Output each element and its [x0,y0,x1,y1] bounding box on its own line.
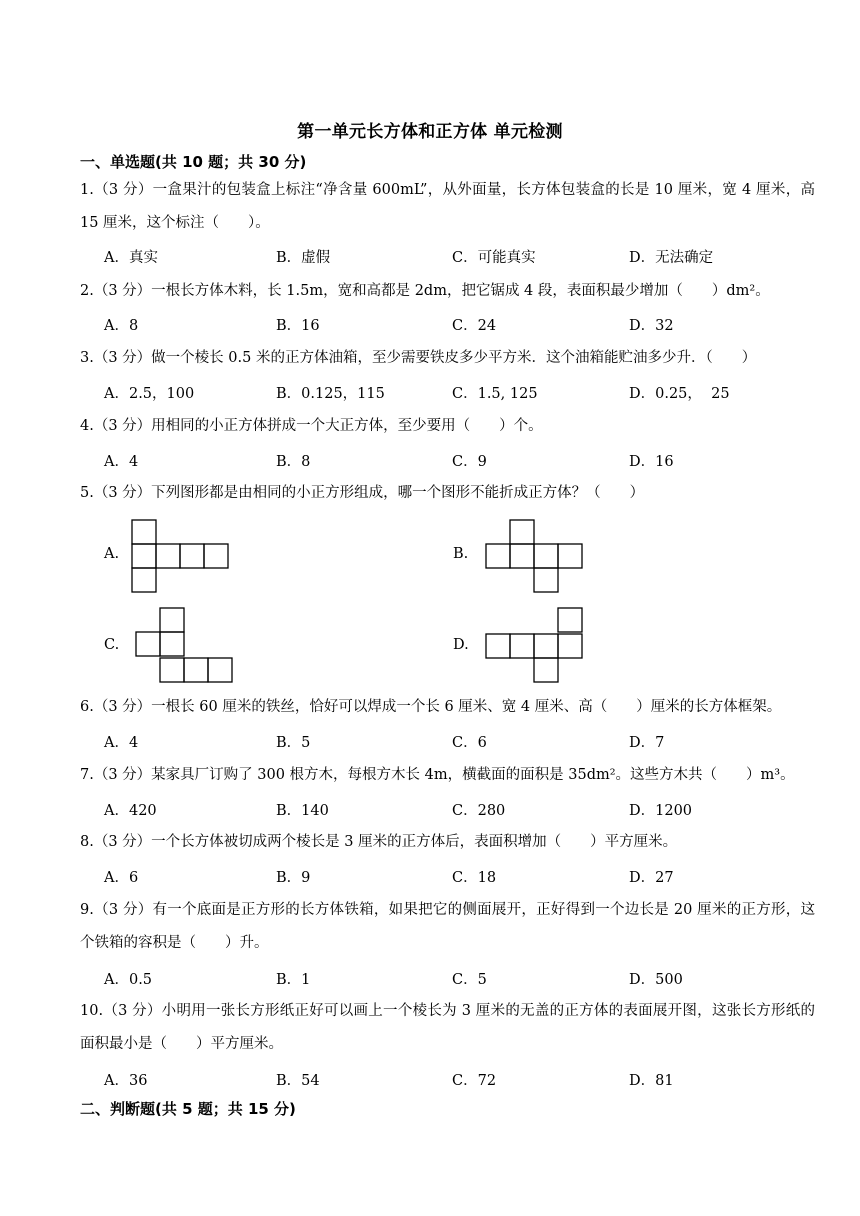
section-heading-single-choice: 一、单选题(共 10 题；共 30 分) [80,153,307,171]
figure-label-c[interactable]: C. [104,637,120,653]
question-7: 7.（3 分）某家具厂订购了 300 根方木，每根方木长 4m，横截面的面积是 35dm²。这些方木共（ ）m³。 [80,767,795,783]
net-figure-c[interactable] [134,606,238,686]
question-4: 4.（3 分）用相同的小正方体拼成一个大正方体，至少要用（ ）个。 [80,418,543,434]
option-a[interactable]: A．4 [104,454,139,470]
option-a[interactable]: A．4 [104,735,139,751]
option-b[interactable]: B．0.125，115 [276,386,385,402]
option-c[interactable]: C．5 [452,972,487,988]
option-b[interactable]: B．8 [276,454,311,470]
option-b[interactable]: B．1 [276,972,311,988]
section-heading-true-false: 二、判断题(共 5 题；共 15 分) [80,1100,296,1118]
option-a[interactable]: A．420 [104,803,157,819]
question-3-options [104,382,804,406]
option-c[interactable]: C．1.5, 125 [452,386,538,402]
net-figure-b[interactable] [484,518,588,594]
net-figure-a[interactable] [130,518,234,594]
question-4-options [104,450,804,474]
option-b[interactable]: B．54 [276,1073,320,1089]
question-8-options [104,866,804,890]
question-2: 2.（3 分）一根长方体木料，长 1.5m，宽和高都是 2dm，把它锯成 4 段，表面积最少增加（ ）dm²。 [80,283,770,299]
question-3: 3.（3 分）做一个棱长 0.5 米的正方体油箱，至少需要铁皮多少平方米．这个油箱能贮油多少升．（ ） [80,350,757,366]
question-7-options [104,799,804,823]
question-6: 6.（3 分）一根长 60 厘米的铁丝，恰好可以焊成一个长 6 厘米、宽 4 厘米、高（ ）厘米的长方体框架。 [80,699,782,715]
figure-label-b[interactable]: B. [453,546,469,562]
option-d[interactable]: D．500 [629,972,683,988]
question-8: 8.（3 分）一个长方体被切成两个棱长是 3 厘米的正方体后，表面积增加（ ）平方厘米。 [80,834,678,850]
option-a[interactable]: A．2.5，100 [104,386,195,402]
option-d[interactable]: D．81 [629,1073,674,1089]
question-2-options [104,314,804,338]
option-d[interactable]: D．32 [629,318,674,334]
option-d[interactable]: D．1200 [629,803,693,819]
option-d[interactable]: D．0.25， 25 [629,386,730,402]
option-c[interactable]: C．24 [452,318,497,334]
question-5: 5.（3 分）下列图形都是由相同的小正方形组成，哪一个图形不能折成正方体？（ ） [80,485,645,501]
question-1-options [104,246,804,270]
question-9-options [104,968,804,992]
option-b[interactable]: B．140 [276,803,329,819]
net-figure-d[interactable] [484,606,588,686]
option-c[interactable]: C．可能真实 [452,250,536,266]
option-b[interactable]: B．5 [276,735,311,751]
option-d[interactable]: D．无法确定 [629,250,714,266]
option-a[interactable]: A．0.5 [104,972,153,988]
option-a[interactable]: A．36 [104,1073,148,1089]
question-1: 1.（3 分）一盒果汁的包装盒上标注“净含量 600mL”，从外面量，长方体包装盒的长是 10 厘米，宽 4 厘米，高 15 厘米，这个标注（ ）。 [80,182,815,231]
option-d[interactable]: D．7 [629,735,665,751]
option-b[interactable]: B．9 [276,870,311,886]
question-6-options [104,731,804,755]
figure-label-d[interactable]: D. [453,637,469,653]
page-title: 第一单元长方体和正方体 单元检测 [297,122,563,142]
question-9: 9.（3 分）有一个底面是正方形的长方体铁箱，如果把它的侧面展开，正好得到一个边长是 20 厘米的正方形，这个铁箱的容积是（ ）升。 [80,902,815,951]
question-10-options [104,1069,804,1093]
option-b[interactable]: B．虚假 [276,250,331,266]
option-c[interactable]: C．18 [452,870,497,886]
option-d[interactable]: D．27 [629,870,674,886]
option-d[interactable]: D．16 [629,454,674,470]
option-a[interactable]: A．8 [104,318,139,334]
option-a[interactable]: A．真实 [104,250,158,266]
figure-label-a[interactable]: A. [104,546,120,562]
question-10: 10.（3 分）小明用一张长方形纸正好可以画上一个棱长为 3 厘米的无盖的正方体的表面展开图，这张长方形纸的面积最小是（ ）平方厘米。 [80,1003,815,1052]
option-c[interactable]: C．9 [452,454,487,470]
option-b[interactable]: B．16 [276,318,320,334]
option-c[interactable]: C．280 [452,803,506,819]
option-a[interactable]: A．6 [104,870,139,886]
option-c[interactable]: C．72 [452,1073,497,1089]
option-c[interactable]: C．6 [452,735,487,751]
